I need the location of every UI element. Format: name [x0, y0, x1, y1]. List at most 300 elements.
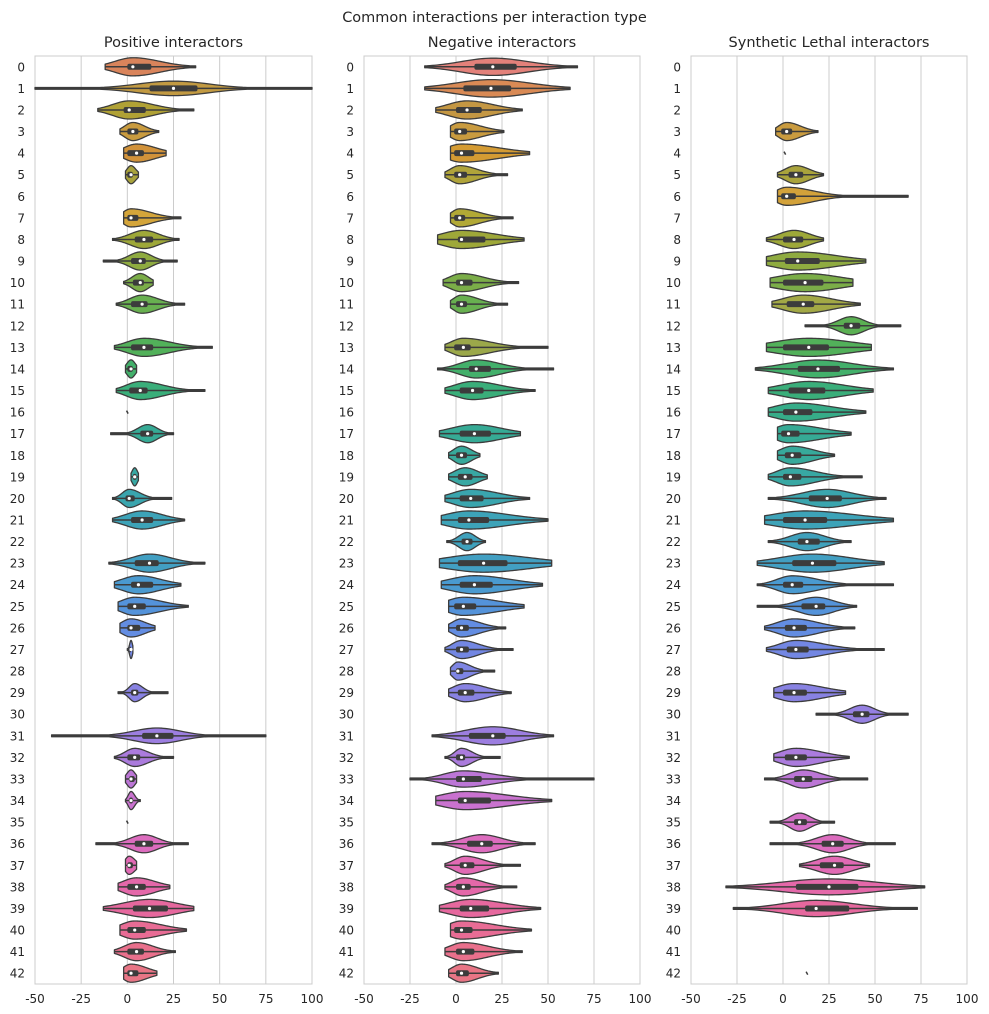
iqr-box: [783, 280, 823, 286]
median-dot: [465, 540, 468, 543]
y-tick-label: 42: [665, 966, 681, 981]
median-dot: [462, 777, 465, 780]
iqr-box: [127, 927, 145, 933]
y-tick-label: 27: [9, 642, 25, 657]
x-tick-label: 75: [258, 992, 274, 1006]
y-tick-label: 39: [665, 901, 681, 916]
y-tick-label: 37: [9, 858, 25, 873]
median-dot: [128, 497, 131, 500]
y-tick-label: 34: [665, 794, 681, 809]
x-tick-label: 0: [779, 992, 787, 1006]
median-dot: [796, 259, 799, 262]
median-dot: [462, 885, 465, 888]
iqr-box: [460, 905, 489, 911]
y-tick-label: 4: [346, 146, 354, 161]
iqr-box: [787, 301, 815, 307]
y-tick-label: 41: [9, 945, 25, 960]
y-tick-label: 6: [346, 189, 354, 204]
iqr-box: [798, 539, 820, 545]
iqr-box: [131, 258, 146, 264]
median-dot: [135, 950, 138, 953]
y-tick-label: 36: [9, 837, 25, 852]
iqr-box: [133, 280, 144, 286]
median-dot: [135, 885, 138, 888]
median-dot: [139, 281, 142, 284]
median-dot: [460, 303, 463, 306]
median-dot: [491, 734, 494, 737]
median-dot: [831, 842, 834, 845]
x-tick-label: 0: [452, 992, 460, 1006]
median-dot: [458, 173, 461, 176]
y-tick-label: 35: [338, 815, 354, 830]
median-dot: [460, 454, 463, 457]
y-tick-label: 21: [338, 513, 354, 528]
median-dot: [482, 562, 485, 565]
iqr-box: [805, 905, 849, 911]
y-tick-label: 35: [665, 815, 681, 830]
iqr-box: [787, 646, 809, 652]
x-tick-label: 25: [821, 992, 837, 1006]
y-tick-label: 42: [338, 966, 354, 981]
panel-title: Positive interactors: [103, 35, 244, 51]
y-tick-label: 31: [338, 729, 354, 744]
median-dot: [473, 432, 476, 435]
y-tick-label: 2: [17, 103, 25, 118]
median-dot: [131, 65, 134, 68]
median-dot: [792, 626, 795, 629]
x-tick-label: 100: [628, 992, 652, 1006]
median-dot: [460, 972, 463, 975]
median-dot: [475, 367, 478, 370]
median-dot: [791, 454, 794, 457]
y-tick-label: 33: [9, 772, 25, 787]
y-tick-label: 18: [9, 448, 25, 463]
y-tick-label: 25: [9, 599, 25, 614]
median-dot: [129, 216, 132, 219]
violin-19: [131, 468, 138, 486]
iqr-box: [456, 280, 473, 286]
iqr-box: [131, 344, 153, 350]
y-tick-label: 31: [9, 729, 25, 744]
y-tick-label: 12: [9, 319, 25, 334]
iqr-box: [783, 409, 812, 415]
iqr-box: [463, 85, 511, 91]
x-tick-label: -50: [25, 992, 45, 1006]
y-tick-label: 17: [665, 427, 681, 442]
median-dot: [807, 346, 810, 349]
y-tick-label: 2: [673, 103, 681, 118]
median-dot: [794, 648, 797, 651]
x-tick-label: 50: [867, 992, 883, 1006]
y-tick-label: 13: [338, 340, 354, 355]
median-dot: [142, 238, 145, 241]
violin-14: [125, 360, 136, 378]
median-dot: [794, 173, 797, 176]
median-dot: [155, 734, 158, 737]
iqr-box: [458, 517, 489, 523]
iqr-box: [809, 495, 842, 501]
y-tick-label: 6: [17, 189, 25, 204]
y-tick-label: 41: [665, 945, 681, 960]
median-dot: [129, 367, 132, 370]
median-dot: [131, 130, 134, 133]
y-tick-label: 23: [338, 556, 354, 571]
median-dot: [833, 864, 836, 867]
iqr-box: [456, 949, 474, 955]
median-dot: [458, 216, 461, 219]
median-dot: [460, 152, 463, 155]
y-tick-label: 23: [665, 556, 681, 571]
median-dot: [139, 389, 142, 392]
y-tick-label: 13: [665, 340, 681, 355]
median-dot: [480, 842, 483, 845]
y-tick-label: 19: [665, 470, 681, 485]
median-dot: [849, 324, 852, 327]
iqr-box: [783, 474, 801, 480]
median-dot: [148, 907, 151, 910]
median-dot: [460, 928, 463, 931]
x-tick-label: -25: [400, 992, 420, 1006]
median-dot: [794, 410, 797, 413]
y-tick-label: 35: [9, 815, 25, 830]
y-tick-label: 20: [665, 491, 681, 506]
y-tick-label: 15: [338, 384, 354, 399]
iqr-box: [796, 884, 859, 890]
y-tick-label: 32: [338, 750, 354, 765]
iqr-box: [801, 603, 825, 609]
median-dot: [464, 691, 467, 694]
median-dot: [794, 756, 797, 759]
iqr-box: [789, 388, 826, 394]
median-dot: [139, 259, 142, 262]
x-tick-label: 0: [123, 992, 132, 1006]
median-dot: [146, 432, 149, 435]
y-tick-label: 21: [665, 513, 681, 528]
y-tick-label: 19: [9, 470, 25, 485]
y-tick-label: 12: [665, 319, 681, 334]
y-tick-label: 3: [346, 125, 354, 140]
median-dot: [133, 475, 136, 478]
median-dot: [789, 475, 792, 478]
y-tick-label: 5: [17, 168, 25, 183]
x-tick-label: -50: [354, 992, 374, 1006]
x-tick-label: 50: [540, 992, 556, 1006]
y-tick-label: 1: [346, 81, 354, 96]
y-tick-label: 26: [9, 621, 25, 636]
y-tick-label: 4: [673, 146, 681, 161]
x-tick-label: 75: [586, 992, 602, 1006]
y-tick-label: 42: [9, 966, 25, 981]
y-tick-label: 28: [338, 664, 354, 679]
y-tick-label: 34: [9, 794, 25, 809]
median-dot: [792, 691, 795, 694]
y-tick-label: 1: [673, 81, 681, 96]
y-tick-label: 39: [9, 901, 25, 916]
median-dot: [128, 864, 131, 867]
median-dot: [135, 152, 138, 155]
median-dot: [142, 346, 145, 349]
iqr-box: [460, 582, 493, 588]
iqr-box: [820, 862, 844, 868]
median-dot: [133, 928, 136, 931]
y-tick-label: 40: [338, 923, 354, 938]
median-dot: [460, 648, 463, 651]
y-tick-label: 27: [338, 642, 354, 657]
median-dot: [141, 518, 144, 521]
y-tick-label: 27: [665, 642, 681, 657]
iqr-box: [792, 560, 836, 566]
y-tick-label: 7: [673, 211, 681, 226]
y-tick-label: 32: [9, 750, 25, 765]
median-dot: [460, 238, 463, 241]
median-dot: [141, 303, 144, 306]
median-dot: [128, 108, 131, 111]
violin-37: [125, 856, 136, 874]
median-dot: [473, 583, 476, 586]
y-tick-label: 10: [665, 276, 681, 291]
y-tick-label: 30: [9, 707, 25, 722]
median-dot: [802, 303, 805, 306]
y-tick-label: 11: [665, 297, 681, 312]
iqr-box: [131, 301, 148, 307]
iqr-box: [129, 388, 147, 394]
iqr-box: [783, 344, 829, 350]
y-tick-label: 22: [338, 535, 354, 550]
y-tick-label: 40: [9, 923, 25, 938]
median-dot: [462, 605, 465, 608]
y-tick-label: 8: [346, 232, 354, 247]
y-tick-label: 18: [338, 448, 354, 463]
y-tick-label: 28: [665, 664, 681, 679]
median-dot: [137, 583, 140, 586]
iqr-box: [785, 625, 807, 631]
y-tick-label: 0: [17, 60, 25, 75]
y-tick-label: 26: [338, 621, 354, 636]
y-tick-label: 15: [665, 384, 681, 399]
y-tick-label: 11: [9, 297, 25, 312]
x-tick-label: 50: [212, 992, 228, 1006]
y-tick-label: 14: [338, 362, 354, 377]
median-dot: [129, 799, 132, 802]
median-dot: [460, 626, 463, 629]
x-tick-label: 100: [955, 992, 979, 1006]
iqr-box: [124, 107, 146, 113]
median-dot: [815, 605, 818, 608]
y-tick-label: 5: [673, 168, 681, 183]
y-tick-label: 11: [338, 297, 354, 312]
y-tick-label: 18: [665, 448, 681, 463]
y-tick-label: 23: [9, 556, 25, 571]
y-tick-label: 30: [338, 707, 354, 722]
median-dot: [460, 756, 463, 759]
y-tick-label: 9: [673, 254, 681, 269]
y-tick-label: 38: [665, 880, 681, 895]
y-tick-label: 16: [665, 405, 681, 420]
y-tick-label: 39: [338, 901, 354, 916]
iqr-box: [781, 431, 799, 437]
iqr-box: [131, 582, 153, 588]
median-dot: [462, 346, 465, 349]
median-dot: [861, 713, 864, 716]
iqr-box: [454, 603, 476, 609]
iqr-box: [127, 215, 138, 221]
median-dot: [458, 130, 461, 133]
y-tick-label: 28: [9, 664, 25, 679]
y-tick-label: 34: [338, 794, 354, 809]
x-tick-label: -50: [681, 992, 701, 1006]
iqr-box: [456, 107, 482, 113]
median-dot: [489, 87, 492, 90]
median-dot: [471, 389, 474, 392]
median-dot: [815, 907, 818, 910]
y-tick-label: 33: [665, 772, 681, 787]
median-dot: [129, 648, 132, 651]
y-tick-label: 3: [673, 125, 681, 140]
y-tick-label: 20: [9, 491, 25, 506]
y-tick-label: 14: [9, 362, 25, 377]
median-dot: [826, 497, 829, 500]
median-dot: [462, 950, 465, 953]
y-tick-label: 17: [9, 427, 25, 442]
median-dot: [465, 108, 468, 111]
y-tick-label: 33: [338, 772, 354, 787]
iqr-box: [469, 733, 506, 739]
y-tick-label: 20: [338, 491, 354, 506]
x-tick-label: 25: [165, 992, 182, 1006]
y-tick-label: 37: [665, 858, 681, 873]
median-dot: [129, 173, 132, 176]
iqr-box: [454, 927, 472, 933]
y-tick-label: 19: [338, 470, 354, 485]
x-tick-label: 25: [494, 992, 510, 1006]
iqr-box: [458, 798, 491, 804]
median-dot: [816, 367, 819, 370]
figure-title: Common interactions per interaction type: [342, 10, 647, 26]
median-dot: [792, 238, 795, 241]
iqr-box: [135, 560, 159, 566]
y-tick-label: 25: [665, 599, 681, 614]
y-tick-label: 41: [338, 945, 354, 960]
median-dot: [802, 777, 805, 780]
iqr-box: [127, 64, 151, 70]
median-dot: [129, 626, 132, 629]
iqr-box: [127, 970, 138, 976]
iqr-box: [127, 625, 140, 631]
y-tick-label: 6: [673, 189, 681, 204]
median-dot: [469, 497, 472, 500]
iqr-box: [454, 150, 474, 156]
iqr-box: [460, 862, 475, 868]
y-tick-label: 0: [673, 60, 681, 75]
median-dot: [469, 907, 472, 910]
y-tick-label: 10: [338, 276, 354, 291]
y-tick-label: 7: [17, 211, 25, 226]
y-tick-label: 24: [338, 578, 354, 593]
panel-title: Negative interactors: [427, 35, 577, 51]
median-dot: [142, 842, 145, 845]
y-tick-label: 24: [9, 578, 25, 593]
median-dot: [133, 756, 136, 759]
y-tick-label: 14: [665, 362, 681, 377]
iqr-box: [469, 366, 491, 372]
y-tick-label: 26: [665, 621, 681, 636]
median-dot: [133, 605, 136, 608]
iqr-box: [467, 841, 493, 847]
y-tick-label: 25: [338, 599, 354, 614]
y-tick-label: 29: [9, 686, 25, 701]
median-dot: [133, 691, 136, 694]
y-tick-label: 3: [17, 125, 25, 140]
median-dot: [491, 65, 494, 68]
y-tick-label: 36: [338, 837, 354, 852]
median-dot: [464, 475, 467, 478]
y-tick-label: 29: [338, 686, 354, 701]
iqr-box: [456, 776, 482, 782]
y-tick-label: 31: [665, 729, 681, 744]
y-tick-label: 38: [9, 880, 25, 895]
y-tick-label: 24: [665, 578, 681, 593]
y-tick-label: 16: [9, 405, 25, 420]
median-dot: [148, 562, 151, 565]
iqr-box: [127, 603, 145, 609]
y-tick-label: 0: [346, 60, 354, 75]
median-dot: [456, 669, 459, 672]
x-tick-label: 75: [913, 992, 929, 1006]
median-dot: [785, 130, 788, 133]
y-tick-label: 40: [665, 923, 681, 938]
y-tick-label: 36: [665, 837, 681, 852]
y-tick-label: 22: [665, 535, 681, 550]
y-tick-label: 38: [338, 880, 354, 895]
median-dot: [827, 885, 830, 888]
iqr-box: [781, 193, 796, 199]
y-tick-label: 21: [9, 513, 25, 528]
median-dot: [791, 583, 794, 586]
y-tick-label: 17: [338, 427, 354, 442]
y-tick-label: 37: [338, 858, 354, 873]
median-dot: [129, 972, 132, 975]
y-tick-label: 16: [338, 405, 354, 420]
y-tick-label: 10: [9, 276, 25, 291]
median-dot: [129, 777, 132, 780]
y-tick-label: 22: [9, 535, 25, 550]
y-tick-label: 8: [17, 232, 25, 247]
violin-33: [125, 770, 136, 788]
y-tick-label: 7: [346, 211, 354, 226]
median-dot: [464, 799, 467, 802]
median-dot: [803, 518, 806, 521]
y-tick-label: 30: [665, 707, 681, 722]
x-tick-label: -25: [71, 992, 91, 1006]
median-dot: [811, 562, 814, 565]
y-tick-label: 9: [17, 254, 25, 269]
x-tick-label: 100: [300, 992, 324, 1006]
y-tick-label: 9: [346, 254, 354, 269]
x-tick-label: -25: [727, 992, 747, 1006]
median-dot: [798, 821, 801, 824]
y-tick-label: 5: [346, 168, 354, 183]
median-dot: [467, 518, 470, 521]
y-tick-label: 12: [338, 319, 354, 334]
median-dot: [805, 540, 808, 543]
median-dot: [460, 281, 463, 284]
y-tick-label: 32: [665, 750, 681, 765]
y-tick-label: 4: [17, 146, 25, 161]
iqr-box: [785, 258, 820, 264]
y-tick-label: 1: [17, 81, 25, 96]
y-tick-label: 8: [673, 232, 681, 247]
median-dot: [787, 432, 790, 435]
